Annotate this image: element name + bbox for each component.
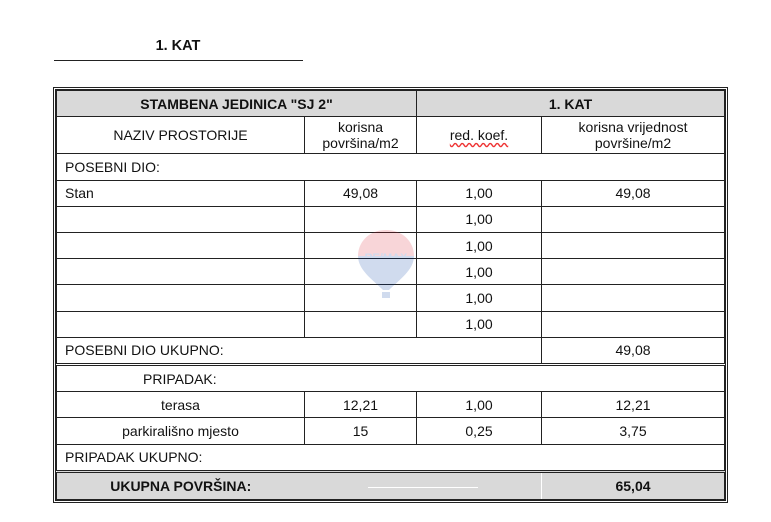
cell-coef: 1,00 <box>417 285 542 311</box>
cell-value <box>542 259 725 285</box>
cell-coef: 1,00 <box>417 180 542 206</box>
heading-underline <box>54 60 303 61</box>
table-row <box>57 233 725 259</box>
cell-name <box>57 206 305 232</box>
table-row <box>57 285 725 311</box>
table-row <box>57 418 725 444</box>
col-header-coef: red. koef. <box>417 117 542 154</box>
cell-area <box>305 259 417 285</box>
posebni-total-value: 49,08 <box>542 337 725 364</box>
table-header-row <box>57 91 725 117</box>
cell-area <box>305 233 417 259</box>
grand-total-label: UKUPNA POVRŠINA: <box>57 471 305 499</box>
cell-name <box>57 311 305 337</box>
section-row-posebni <box>57 154 725 180</box>
col-header-name: NAZIV PROSTORIJE <box>57 117 305 154</box>
cell-area: 12,21 <box>305 392 417 418</box>
table-row <box>57 259 725 285</box>
cell-area <box>305 285 417 311</box>
cell-name: terasa <box>57 392 305 418</box>
cell-area <box>305 311 417 337</box>
cell-value: 12,21 <box>542 392 725 418</box>
cell-value: 49,08 <box>542 180 725 206</box>
cell-area: 49,08 <box>305 180 417 206</box>
unit-label: STAMBENA JEDINICA "SJ 2" <box>57 91 417 117</box>
cell-name <box>57 285 305 311</box>
cell-name <box>57 259 305 285</box>
table-row <box>57 180 725 206</box>
cell-coef: 1,00 <box>417 311 542 337</box>
cell-value <box>542 285 725 311</box>
cell-coef: 1,00 <box>417 259 542 285</box>
cell-coef: 0,25 <box>417 418 542 444</box>
cell-area <box>305 206 417 232</box>
section-label: POSEBNI DIO: <box>57 154 725 180</box>
section-label: PRIPADAK: <box>57 364 725 391</box>
column-header-row <box>57 117 725 154</box>
pripadak-total-row <box>57 444 725 471</box>
pripadak-total-label: PRIPADAK UKUPNO: <box>57 444 725 471</box>
cell-coef: 1,00 <box>417 392 542 418</box>
grand-total-value: 65,04 <box>542 471 725 499</box>
cell-name: Stan <box>57 180 305 206</box>
col-header-value: korisna vrijednost površine/m2 <box>542 117 725 154</box>
divider <box>368 487 478 488</box>
cell-value <box>542 311 725 337</box>
cell-area: 15 <box>305 418 417 444</box>
section-row-pripadak <box>57 364 725 391</box>
posebni-total-row <box>57 337 725 364</box>
col-header-area: korisna površina/m2 <box>305 117 417 154</box>
cell-value: 3,75 <box>542 418 725 444</box>
table-row <box>57 392 725 418</box>
cell-value <box>542 206 725 232</box>
cell-value <box>542 233 725 259</box>
cell-coef: 1,00 <box>417 233 542 259</box>
area-table <box>53 87 728 503</box>
page-heading: 1. KAT <box>155 38 201 54</box>
cell-coef: 1,00 <box>417 206 542 232</box>
grand-total-spacer <box>305 471 542 499</box>
table-row <box>57 311 725 337</box>
posebni-total-label: POSEBNI DIO UKUPNO: <box>57 337 542 364</box>
floor-label: 1. KAT <box>417 91 725 117</box>
grand-total-row <box>57 471 725 499</box>
table-row <box>57 206 725 232</box>
svg-text:RE/MAX: RE/MAX <box>364 252 408 264</box>
cell-name <box>57 233 305 259</box>
cell-name: parkirališno mjesto <box>57 418 305 444</box>
